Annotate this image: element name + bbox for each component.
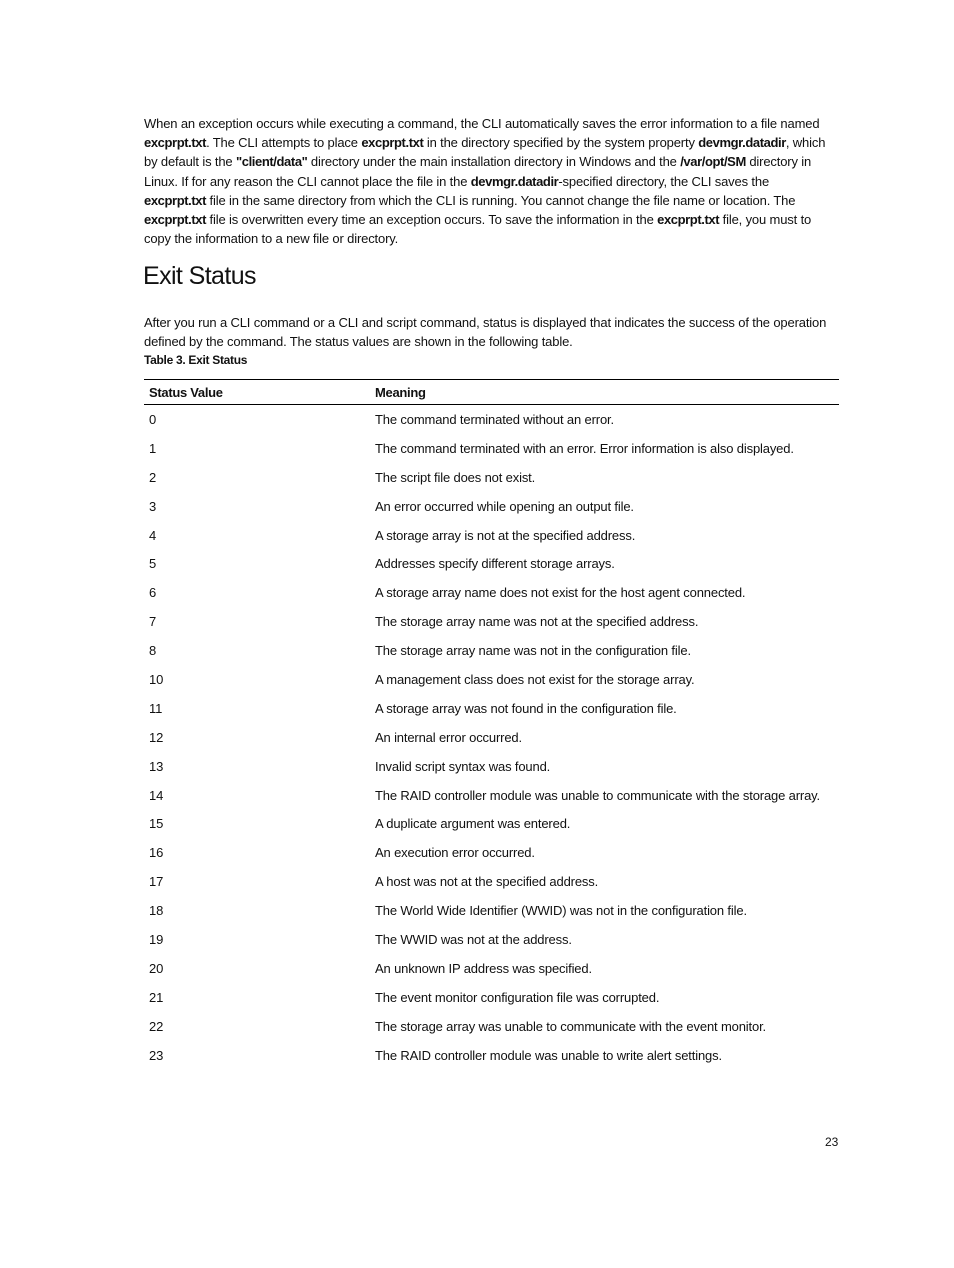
intro-text: file, you must to copy the information to a new file or directory. — [144, 212, 812, 247]
table-row — [144, 1012, 839, 1041]
intro-text: When an exception occurs while executing a command, the CLI automatically saves the error information to a file named — [144, 116, 820, 131]
property-datadir: devmgr.datadir — [698, 135, 786, 151]
table-row — [144, 983, 839, 1012]
intro-text: directory under the main installation directory in Windows and the — [307, 154, 681, 170]
table-row — [144, 809, 839, 838]
table-row — [144, 607, 839, 636]
meaning-cell: The World Wide Identifier (WWID) was not in the configuration file. — [375, 903, 747, 919]
status-value-cell: 3 — [149, 498, 157, 514]
table-row — [144, 867, 839, 896]
status-value-cell: 12 — [149, 729, 164, 745]
table-caption: Table 3. Exit Status — [144, 353, 248, 367]
meaning-cell: The command terminated without an error. — [375, 411, 614, 427]
intro-text: file is overwritten every time an exception occurs. To save the information in the — [206, 212, 658, 228]
exit-status-table — [144, 379, 839, 1069]
table-body — [144, 405, 839, 1070]
status-value-cell: 5 — [149, 556, 157, 572]
table-row — [144, 896, 839, 925]
status-value-cell: 11 — [149, 700, 163, 716]
status-value-cell: 10 — [149, 671, 164, 687]
table-row — [144, 405, 839, 434]
status-value-cell: 18 — [149, 903, 164, 919]
meaning-cell: A storage array name does not exist for the host agent connected. — [375, 585, 746, 601]
status-value-cell: 13 — [149, 758, 164, 774]
intro-text: in the directory specified by the system property — [423, 135, 699, 151]
meaning-cell: An internal error occurred. — [375, 729, 522, 745]
filename-excprpt: excprpt.txt — [144, 192, 207, 208]
intro-text: -specified directory, the CLI saves the — [558, 173, 770, 189]
meaning-cell: The command terminated with an error. Error information is also displayed. — [375, 440, 794, 456]
table-row — [144, 549, 839, 578]
table-row — [144, 1041, 839, 1070]
meaning-cell: The storage array was unable to communicate with the event monitor. — [375, 1018, 766, 1034]
status-value-cell: 0 — [149, 411, 157, 427]
status-value-cell: 23 — [149, 1047, 164, 1063]
status-value-cell: 14 — [149, 787, 164, 803]
intro-text: , which by default is the — [144, 135, 826, 170]
meaning-cell: Addresses specify different storage arrays. — [375, 556, 615, 572]
status-value-cell: 7 — [149, 614, 157, 630]
table-row — [144, 492, 839, 521]
status-value-cell: 19 — [149, 931, 164, 947]
status-value-cell: 22 — [149, 1018, 164, 1034]
status-value-cell: 4 — [149, 527, 157, 543]
header-meaning: Meaning — [369, 380, 839, 405]
status-value-cell: 17 — [149, 874, 164, 890]
meaning-cell: An error occurred while opening an output file. — [375, 498, 634, 514]
property-datadir: devmgr.datadir — [470, 173, 559, 189]
meaning-cell: The RAID controller module was unable to communicate with the storage array. — [375, 787, 821, 803]
meaning-cell: The RAID controller module was unable to write alert settings. — [375, 1047, 722, 1063]
status-value-cell: 15 — [149, 816, 164, 832]
table-row — [144, 636, 839, 665]
section-heading: Exit Status — [143, 262, 256, 290]
linux-dir: /var/opt/SM — [680, 154, 746, 170]
status-value-cell: 8 — [149, 643, 157, 659]
table-row — [144, 781, 839, 810]
intro-text: . The CLI attempts to place — [206, 135, 362, 151]
status-value-cell: 21 — [149, 989, 164, 1005]
meaning-cell: A host was not at the specified address. — [375, 874, 599, 890]
meaning-cell: The WWID was not at the address. — [375, 931, 572, 947]
intro-text: directory in Linux. If for any reason the CLI cannot place the file in the — [144, 154, 812, 189]
meaning-cell: Invalid script syntax was found. — [375, 758, 551, 774]
status-value-cell: 6 — [149, 585, 157, 601]
status-value-cell: 2 — [149, 469, 157, 485]
table-header-row — [144, 380, 839, 405]
meaning-cell: A storage array is not at the specified address. — [375, 527, 636, 543]
status-value-cell: 16 — [149, 845, 164, 861]
intro-paragraph — [144, 114, 834, 248]
meaning-cell: A storage array was not found in the configuration file. — [375, 700, 677, 716]
table-row — [144, 694, 839, 723]
meaning-cell: An execution error occurred. — [375, 845, 535, 861]
table-row — [144, 752, 839, 781]
section-lead-paragraph: After you run a CLI command or a CLI and script command, status is displayed that indicates the success of the operation defined by the command. The status values are shown in the following table. — [144, 315, 827, 350]
page-number: 23 — [825, 1135, 839, 1149]
table-row — [144, 434, 839, 463]
table-row — [144, 954, 839, 983]
meaning-cell: A management class does not exist for the storage array. — [375, 671, 695, 687]
table-row — [144, 665, 839, 694]
table-row — [144, 723, 839, 752]
table-row — [144, 463, 839, 492]
status-value-cell: 1 — [149, 440, 157, 456]
meaning-cell: The storage array name was not at the specified address. — [375, 614, 699, 630]
table-row — [144, 521, 839, 550]
header-status-value: Status Value — [144, 380, 369, 405]
table-row — [144, 578, 839, 607]
table-row — [144, 925, 839, 954]
meaning-cell: The event monitor configuration file was corrupted. — [375, 989, 660, 1005]
filename-excprpt: excprpt.txt — [144, 135, 207, 151]
meaning-cell: A duplicate argument was entered. — [375, 816, 571, 832]
meaning-cell: An unknown IP address was specified. — [375, 960, 592, 976]
meaning-cell: The script file does not exist. — [375, 469, 536, 485]
status-value-cell: 20 — [149, 960, 164, 976]
intro-text: file in the same directory from which the CLI is running. You cannot change the file name or location. The — [206, 192, 796, 208]
filename-excprpt: excprpt.txt — [657, 212, 720, 228]
default-dir: "client/data" — [235, 154, 308, 170]
meaning-cell: The storage array name was not in the configuration file. — [375, 643, 691, 659]
filename-excprpt: excprpt.txt — [361, 135, 424, 151]
filename-excprpt: excprpt.txt — [144, 212, 207, 228]
table-row — [144, 838, 839, 867]
